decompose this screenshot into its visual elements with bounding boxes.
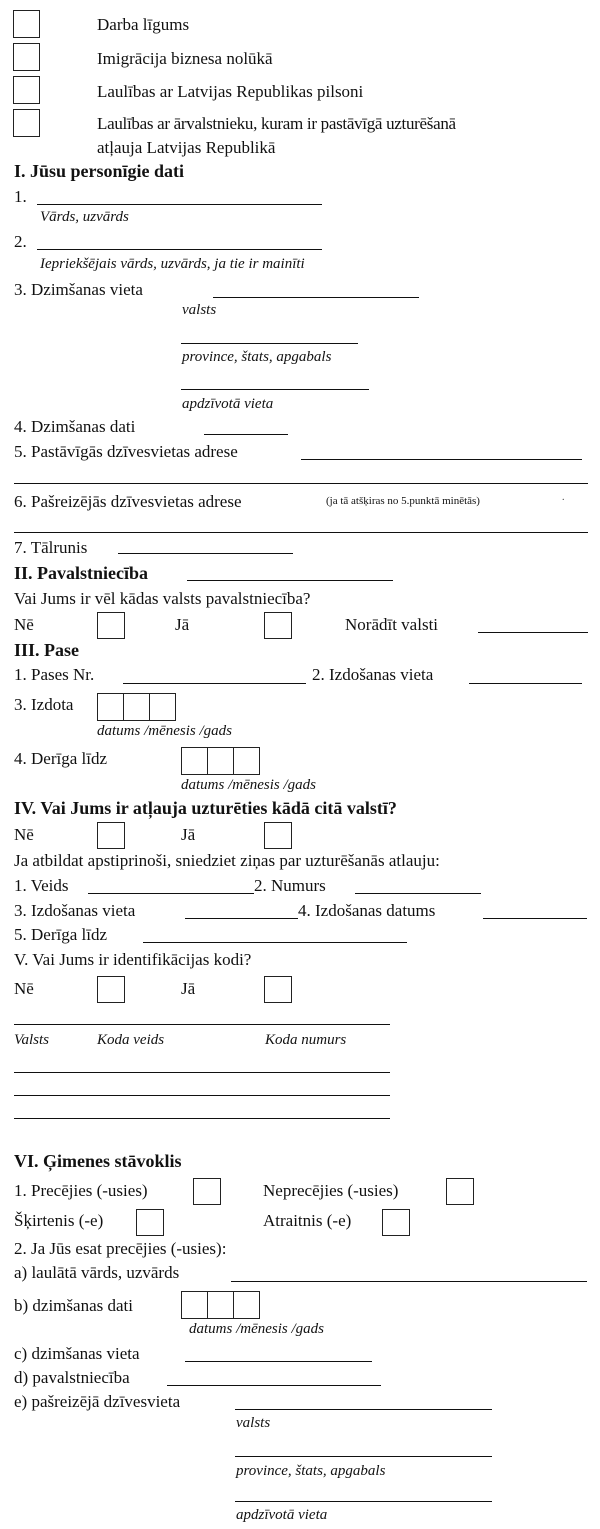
residence-permit-no-label: Nē (14, 825, 34, 844)
purpose-label-marriage-citizen: Laulības ar Latvijas Republikas pilsoni (97, 82, 364, 101)
spouse-birth-month-cell[interactable] (207, 1291, 234, 1319)
spouse-birthdate-caption: datums /mēnesis /gads (189, 1321, 324, 1337)
section-4-heading: IV. Vai Jums ir atļauja uzturēties kādā citā valstī? (14, 798, 397, 818)
spouse-residence-province-caption: province, štats, apgabals (236, 1463, 386, 1479)
id-codes-no-checkbox[interactable] (97, 976, 125, 1003)
citizenship-yes-checkbox[interactable] (264, 612, 292, 639)
spouse-citizenship-label: d) pavalstniecība (14, 1368, 130, 1387)
id-codes-col-code-type: Koda veids (97, 1032, 165, 1048)
permanent-address-line[interactable] (301, 459, 582, 460)
married-label: 1. Precējies (-usies) (14, 1181, 148, 1200)
citizenship-line[interactable] (187, 580, 393, 581)
valid-month-cell[interactable] (207, 747, 234, 775)
id-codes-yes-checkbox[interactable] (264, 976, 292, 1003)
issued-day-cell[interactable] (97, 693, 124, 721)
specify-country-label: Norādīt valsti (345, 615, 439, 634)
permit-valid-until-line[interactable] (143, 942, 407, 943)
spouse-birthplace-label: c) dzimšanas vieta (14, 1344, 140, 1363)
widowed-label: Atraitnis (-e) (263, 1211, 352, 1230)
purpose-checkbox-work-contract[interactable] (13, 10, 40, 38)
permit-issue-date-label: 4. Izdošanas datums (298, 901, 436, 920)
birthdate-label: 4. Dzimšanas dati (14, 417, 136, 436)
id-codes-table-top-line (14, 1024, 390, 1025)
spouse-birth-day-cell[interactable] (181, 1291, 208, 1319)
purpose-label-work-contract: Darba līgums (97, 15, 190, 34)
section-3-heading: III. Pase (14, 640, 80, 660)
valid-day-cell[interactable] (181, 747, 208, 775)
spouse-birthdate-label: b) dzimšanas dati (14, 1296, 133, 1315)
spouse-residence-province-line[interactable] (235, 1456, 492, 1457)
issued-month-cell[interactable] (123, 693, 150, 721)
field-2-number: 2. (14, 232, 27, 251)
passport-number-label: 1. Pases Nr. (14, 665, 95, 684)
spouse-residence-locality-line[interactable] (235, 1501, 492, 1502)
spouse-residence-label: e) pašreizējā dzīvesvieta (14, 1392, 181, 1411)
phone-label: 7. Tālrunis (14, 538, 88, 557)
birth-province-line[interactable] (181, 343, 358, 344)
birth-locality-line[interactable] (181, 389, 369, 390)
section-2-heading: II. Pavalstniecība (14, 563, 149, 583)
citizenship-no-label: Nē (14, 615, 34, 634)
id-codes-row-line-2[interactable] (14, 1095, 390, 1096)
passport-number-line[interactable] (123, 683, 306, 684)
id-codes-yes-label: Jā (181, 979, 196, 998)
permit-valid-until-label: 5. Derīga līdz (14, 925, 107, 944)
purpose-checkbox-business[interactable] (13, 43, 40, 71)
current-address-note: (ja tā atšķiras no 5.punktā minētās) (326, 495, 480, 507)
passport-issued-label: 3. Izdota (14, 695, 74, 714)
speck: . (562, 492, 565, 503)
passport-issue-place-label: 2. Izdošanas vieta (312, 665, 434, 684)
purpose-label-business: Imigrācija biznesa nolūkā (97, 49, 273, 68)
birthplace-label: 3. Dzimšanas vieta (14, 280, 143, 299)
other-citizenship-question: Vai Jums ir vēl kādas valsts pavalstniecība? (14, 589, 311, 608)
birth-locality-caption: apdzīvotā vieta (182, 396, 274, 412)
valid-date-caption: datums /mēnesis /gads (181, 777, 316, 793)
permit-number-line[interactable] (355, 893, 481, 894)
passport-issue-place-line[interactable] (469, 683, 582, 684)
permit-issue-place-label: 3. Izdošanas vieta (14, 901, 136, 920)
residence-permit-yes-label: Jā (181, 825, 196, 844)
unmarried-checkbox[interactable] (446, 1178, 474, 1205)
married-checkbox[interactable] (193, 1178, 221, 1205)
widowed-checkbox[interactable] (382, 1209, 410, 1236)
id-codes-row-line-3[interactable] (14, 1118, 390, 1119)
section-1-heading: I. Jūsu personīgie dati (14, 161, 185, 181)
field-1-number: 1. (14, 187, 27, 206)
current-address-line[interactable] (14, 532, 588, 533)
divorced-label: Šķirtenis (-e) (14, 1211, 104, 1230)
section-6-heading: VI. Ģimenes stāvoklis (14, 1151, 182, 1171)
id-codes-col-code-number: Koda numurs (265, 1032, 347, 1048)
residence-permit-yes-checkbox[interactable] (264, 822, 292, 849)
citizenship-no-checkbox[interactable] (97, 612, 125, 639)
purpose-checkbox-marriage-foreigner[interactable] (13, 109, 40, 137)
permanent-address-label: 5. Pastāvīgās dzīvesvietas adrese (14, 442, 238, 461)
purpose-checkbox-marriage-citizen[interactable] (13, 76, 40, 104)
spouse-name-label: a) laulātā vārds, uzvārds (14, 1263, 180, 1282)
spouse-birth-year-cell[interactable] (233, 1291, 260, 1319)
permit-type-label: 1. Veids (14, 876, 69, 895)
spouse-residence-country-line[interactable] (235, 1409, 492, 1410)
spouse-birthplace-line[interactable] (185, 1361, 372, 1362)
permit-issue-place-line[interactable] (185, 918, 298, 919)
if-married-label: 2. Ja Jūs esat precējies (-usies): (14, 1239, 227, 1258)
birth-country-line[interactable] (213, 297, 419, 298)
previous-name-line[interactable] (37, 249, 322, 250)
issued-year-cell[interactable] (149, 693, 176, 721)
specify-country-line[interactable] (478, 632, 588, 633)
birthdate-line[interactable] (204, 434, 288, 435)
current-address-label: 6. Pašreizējās dzīvesvietas adrese (14, 492, 242, 511)
permit-number-label: 2. Numurs (254, 876, 326, 895)
permanent-address-line-2[interactable] (14, 483, 588, 484)
birth-country-caption: valsts (182, 302, 217, 318)
birth-province-caption: province, štats, apgabals (182, 349, 332, 365)
name-line[interactable] (37, 204, 322, 205)
spouse-citizenship-line[interactable] (167, 1385, 381, 1386)
id-codes-col-country: Valsts (14, 1032, 50, 1048)
section-5-heading: V. Vai Jums ir identifikācijas kodi? (14, 950, 252, 969)
divorced-checkbox[interactable] (136, 1209, 164, 1236)
previous-name-caption: Iepriekšējais vārds, uzvārds, ja tie ir mainīti (40, 256, 305, 272)
id-codes-row-line-1[interactable] (14, 1072, 390, 1073)
permit-issue-date-line[interactable] (483, 918, 587, 919)
passport-valid-label: 4. Derīga līdz (14, 749, 107, 768)
issued-date-caption: datums /mēnesis /gads (97, 723, 232, 739)
spouse-residence-country-caption: valsts (236, 1415, 271, 1431)
unmarried-label: Neprecējies (-usies) (263, 1181, 399, 1200)
purpose-label-marriage-foreigner-cont: atļauja Latvijas Republikā (97, 138, 276, 157)
spouse-name-line[interactable] (231, 1281, 587, 1282)
residence-permit-instruction: Ja atbildat apstiprinoši, sniedziet ziņas par uzturēšanās atlauju: (14, 851, 440, 870)
spouse-residence-locality-caption: apdzīvotā vieta (236, 1507, 328, 1523)
name-caption: Vārds, uzvārds (40, 209, 129, 225)
purpose-label-marriage-foreigner: Laulības ar ārvalstnieku, kuram ir pastāvīgā uzturēšanā (97, 114, 456, 133)
citizenship-yes-label: Jā (175, 615, 190, 634)
phone-line[interactable] (118, 553, 293, 554)
permit-type-line[interactable] (88, 893, 254, 894)
id-codes-no-label: Nē (14, 979, 34, 998)
residence-permit-no-checkbox[interactable] (97, 822, 125, 849)
valid-year-cell[interactable] (233, 747, 260, 775)
